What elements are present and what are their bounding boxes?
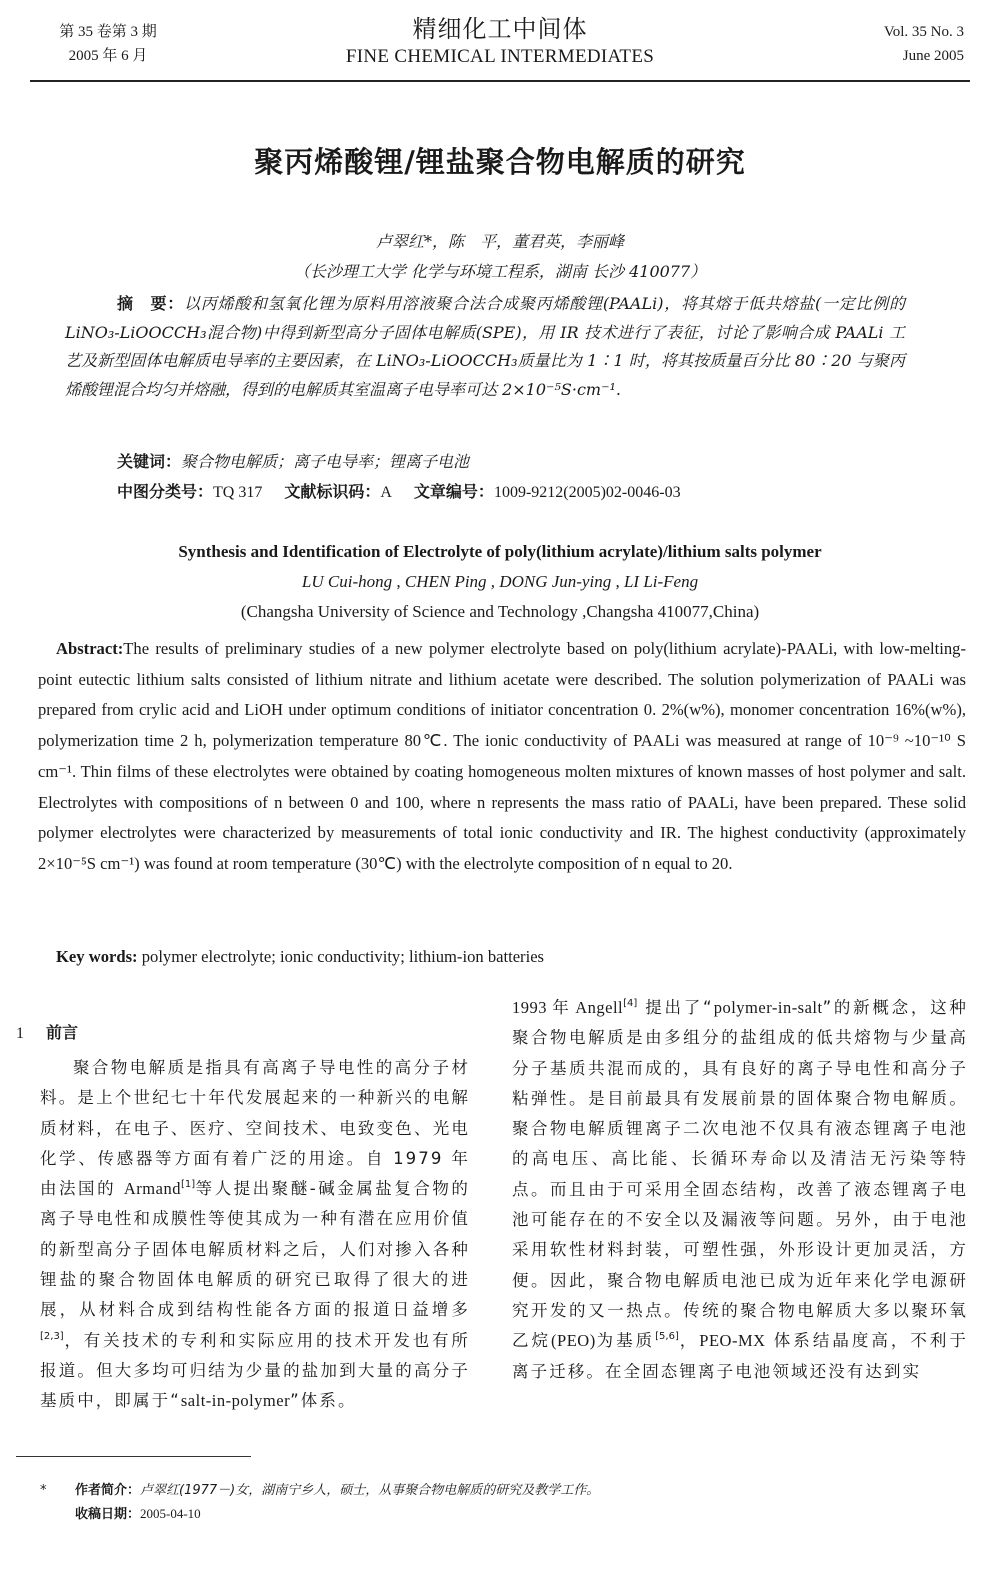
abstract-cn-text: 以丙烯酸和氢氧化锂为原料用溶液聚合法合成聚丙烯酸锂(PAALi)，将其熔于低共熔盐(一定比例的 LiNO₃-LiOOCCH₃混合物)中得到新型高分子固体电解质(SPE)，用 IR 技术进行了表征，讨论了影响合成 PAALi 工艺及新型固体电解质电导率的主要因素，在 LiNO₃-LiOOCCH₃质量比为 1∶1 时，将其按质量百分比 80∶20 与聚丙烯酸锂混合均匀并熔融，得到的电解质其室温离子电导率可达 2×10⁻⁵S·cm⁻¹. (65, 294, 905, 399)
affiliation-en: (Changsha University of Science and Technology ,Changsha 410077,China) (240, 602, 760, 621)
doc-code-value: A (380, 484, 392, 501)
footnote-received-date: 2005-04-10 (140, 1506, 201, 1521)
body-text-en: Armand (123, 1179, 181, 1199)
body-text: ，有关技术的专利和实际应用的技术开发也有所报道。但大多均可归结为少量的盐加到大量的高分子基质中，即属于“ (40, 1330, 470, 1411)
keywords-en-label: Key words: (56, 947, 138, 966)
footnote-divider (16, 1456, 251, 1457)
body-text-en: 1993 年 (512, 998, 576, 1017)
issue-info (38, 20, 178, 68)
footnote-author-text: 卢翠红(1977－)女，湖南宁乡人，硕士，从事聚合物电解质的研究及教学工作。 (140, 1483, 600, 1498)
body-text: ”体系。 (290, 1391, 357, 1411)
volume-issue-cn: 第 35 卷第 3 期 (59, 24, 157, 40)
footnote-author (40, 1480, 599, 1502)
citation-ref: [4] (623, 998, 638, 1009)
clc-label: 中图分类号： (117, 482, 214, 501)
affiliation-cn: （长沙理工大学 化学与环境工程系，湖南 长沙 410077） (293, 262, 707, 281)
body-text: 提出了“ (637, 998, 714, 1017)
section-heading (16, 1021, 78, 1046)
body-text: 为基质 (595, 1331, 656, 1351)
keywords-en-text: polymer electrolyte; ionic conductivity; lithium-ion batteries (137, 947, 545, 966)
citation-ref: [5,6] (655, 1331, 679, 1343)
paper-title-en: Synthesis and Identification of Electrolyte of poly(lithium acrylate)/lithium salts polymer (178, 542, 822, 561)
paper-title-cn: 聚丙烯酸锂/锂盐聚合物电解质的研究 (254, 145, 746, 179)
abstract-en-label: Abstract: (56, 639, 124, 658)
abstract-en (38, 634, 966, 880)
date-cn: 2005 年 6 月 (68, 48, 148, 64)
body-text: 聚合物电解质是指具有高离子导电性的高分子材料。是上个世纪七十年代发展起来的一种新兴的电解质材料，在电子、医疗、空间技术、电致变色、光电化学、传感器等方面有着广泛的用途。自 1979 年由法国的 (40, 1058, 470, 1199)
clc-value: TQ 317 (213, 484, 263, 501)
section-title: 前言 (46, 1023, 79, 1042)
footnote-author-label: 作者简介： (75, 1483, 141, 1498)
body-text: 等人提出聚醚-碱金属盐复合物的离子导电性和成膜性等使其成为一种有潜在应用价值的新型高分子固体电解质材料之后，人们对掺入各种锂盐的聚合物固体电解质的研究已取得了很大的进展，从材料合成到结构性能各方面的报道日益增多 (40, 1179, 470, 1320)
body-text: 体系结晶度高，不利于离子迁移。在全固态锂离子电池领域还没有达到实 (512, 1331, 968, 1381)
body-text-en: salt-in-polymer (180, 1391, 291, 1411)
header-divider (30, 80, 970, 82)
keywords-cn (117, 448, 917, 476)
footnote-received (75, 1503, 201, 1526)
section-number: 1 (16, 1025, 24, 1042)
body-text-en: polymer-in-salt (713, 998, 823, 1017)
journal-name-cn: 精细化工中间体 (412, 15, 588, 43)
footnote-received-label: 收稿日期： (75, 1507, 141, 1522)
keywords-cn-text: 聚合物电解质；离子电导率；锂离子电池 (181, 452, 470, 471)
article-no-value: 1009-9212(2005)02-0046-03 (493, 484, 681, 501)
body-text: ， (678, 1331, 700, 1351)
body-column-right (512, 993, 968, 1387)
keywords-en (56, 942, 956, 972)
issue-info-en (804, 20, 964, 68)
article-no-label: 文章编号： (413, 482, 494, 501)
body-text: ”的新概念，这种聚合物电解质是由多组分的盐组成的低共熔物与少量高分子基质共混而成的，具有良好的离子导电性和高分子粘弹性。是目前最具有发展前景的固体聚合物电解质。聚合物电解质锂离子二次电池不仅具有液态锂离子电池的高电压、高比能、长循环寿命以及清洁无污染等特点。而且由于可采用全固态结构，改善了液态锂离子电池可能存在的不安全以及漏液等问题。另外，由于电池采用软性材料封装，可塑性强，外形设计更加灵活，方便。因此，聚合物电解质电池已成为近年来化学电源研究开发的又一热点。传统的聚合物电解质大多以聚环氧乙烷 (512, 998, 969, 1351)
abstract-en-text: The results of preliminary studies of a new polymer electrolyte based on poly(lithium acrylate)-PAALi, with low-melting-point eutectic lithium salts consisted of lithium nitrate and lithium acetate were described. The solution polymerization of PAALi was prepared from crylic acid and LiOH under optimum conditions of initiator concentration 0. 2%(w%), monomer concentration 16%(w%), polymerization time 2 h, polymerization temperature 80℃. The ionic conductivity of PAALi was measured at range of 10⁻⁹ ~10⁻¹⁰ S cm⁻¹. Thin films of these electrolytes were obtained by coating homogeneous molten mixtures of known masses of host polymer and salt. Electrolytes with compositions of n between 0 and 100, where n represents the mass ratio of PAALi, have been prepared. These solid polymer electrolytes were characterized by measurements of total ionic conductivity and IR. The highest conductivity (approximately 2×10⁻⁵S cm⁻¹) was found at room temperature (30℃) with the electrolyte composition of n equal to 20. (38, 639, 966, 873)
body-text-en: Angell (575, 998, 624, 1017)
date-en: June 2005 (902, 48, 964, 64)
journal-name (250, 14, 750, 70)
footnote-marker: * (40, 1483, 47, 1498)
abstract-cn (65, 290, 905, 404)
authors-cn: 卢翠红*，陈 平，董君英，李丽峰 (375, 232, 624, 251)
classification-line (117, 478, 937, 507)
authors-en: LU Cui-hong , CHEN Ping , DONG Jun-ying , LI Li-Feng (301, 572, 699, 591)
citation-ref: [1] (180, 1179, 196, 1191)
body-text-en: (PEO) (551, 1331, 596, 1351)
volume-issue-en: Vol. 35 No. 3 (883, 24, 964, 40)
keywords-cn-label: 关键词： (117, 452, 182, 471)
doc-code-label: 文献标识码： (284, 482, 381, 501)
body-column-left (40, 1053, 470, 1417)
citation-ref: [2,3] (40, 1330, 64, 1342)
body-text-en: PEO-MX (699, 1331, 766, 1351)
journal-name-en: FINE CHEMICAL INTERMEDIATES (345, 46, 655, 67)
abstract-cn-label: 摘 要： (117, 294, 185, 313)
